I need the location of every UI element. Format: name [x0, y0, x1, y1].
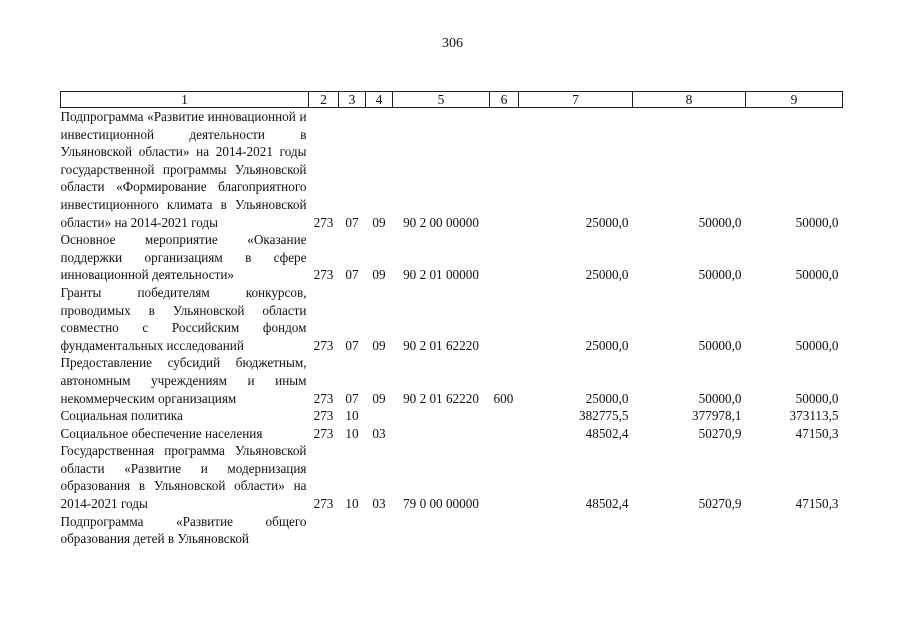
- row-amount-3: 47150,3: [795, 425, 839, 441]
- row-amount-3: 50000,0: [795, 267, 839, 283]
- row-amount-2: 50000,0: [698, 390, 742, 406]
- row-target-code: 90 2 00 00000: [403, 214, 479, 230]
- row-subsection-code: 09: [372, 267, 386, 283]
- row-amount-1: 48502,4: [585, 425, 629, 441]
- row-amount-3: 47150,3: [795, 496, 839, 512]
- row-subsection-code: 09: [372, 337, 386, 353]
- row-target-code: 90 2 01 62220: [403, 337, 479, 353]
- row-subsection-code: [366, 407, 393, 425]
- row-amount-2: [633, 513, 746, 548]
- row-amount-2: 50000,0: [698, 337, 742, 353]
- row-section-code: 10: [345, 408, 359, 424]
- row-expense-type: [490, 513, 519, 548]
- row-section-code: 07: [345, 390, 359, 406]
- row-ministry-code: 273: [313, 267, 334, 283]
- row-ministry-code: 273: [313, 408, 334, 424]
- row-expense-type: [490, 425, 519, 443]
- row-subsection-code: 09: [372, 214, 386, 230]
- table-row: [61, 108, 843, 232]
- row-amount-1: 25000,0: [585, 337, 629, 353]
- row-subsection-code: 09: [372, 390, 386, 406]
- row-amount-2: 50000,0: [698, 214, 742, 230]
- row-section-code: 07: [345, 267, 359, 283]
- column-header-8: 8: [633, 92, 746, 108]
- row-target-code: [393, 407, 490, 425]
- row-ministry-code: [309, 513, 339, 548]
- row-target-code: 90 2 01 00000: [403, 267, 479, 283]
- row-amount-3: [746, 513, 843, 548]
- table-row: [61, 284, 843, 354]
- table-row: [61, 513, 843, 548]
- row-name: Социальное обеспечение населения: [60, 425, 263, 441]
- table-row: [61, 354, 843, 407]
- row-section-code: 10: [345, 425, 359, 441]
- row-ministry-code: 273: [313, 496, 334, 512]
- row-amount-2: 50270,9: [698, 425, 742, 441]
- table-row: [61, 442, 843, 512]
- row-amount-1: 25000,0: [585, 390, 629, 406]
- row-name: Подпрограмма «Развитие инновационной и инвестиционной деятельности в Ульяновской области» на 2014-2021 годы государственной программы Ульяновской области «Формирование благоприятного инвестиционного климата в Ульяновской области» на 2014-2021 годы: [60, 109, 307, 230]
- table-row: [61, 231, 843, 284]
- row-ministry-code: 273: [313, 425, 334, 441]
- column-header-9: 9: [746, 92, 843, 108]
- row-name: Государственная программа Ульяновской области «Развитие и модернизация образования в Ульяновской области» на 2014-2021 годы: [60, 443, 307, 512]
- row-amount-1: 25000,0: [585, 267, 629, 283]
- table-row: [61, 425, 843, 443]
- row-ministry-code: 273: [313, 390, 334, 406]
- row-name: Социальная политика: [60, 408, 183, 424]
- page-number: 306: [442, 36, 463, 51]
- column-header-6: 6: [490, 92, 519, 108]
- row-name: Подпрограмма «Развитие общего образования детей в Ульяновской: [60, 513, 307, 547]
- row-amount-3: 373113,5: [789, 408, 839, 424]
- row-target-code: 79 0 00 00000: [403, 496, 479, 512]
- column-header-4: 4: [366, 92, 393, 108]
- row-name: Гранты победителям конкурсов, проводимых в Ульяновской области совместно с Российским фондом фундаментальных исследований: [60, 284, 307, 353]
- column-header-5: 5: [393, 92, 490, 108]
- row-amount-2: 50270,9: [698, 496, 742, 512]
- row-amount-1: [519, 513, 633, 548]
- row-amount-2: 50000,0: [698, 267, 742, 283]
- row-amount-3: 50000,0: [795, 390, 839, 406]
- column-header-3: 3: [339, 92, 366, 108]
- row-amount-1: 25000,0: [585, 214, 629, 230]
- row-amount-3: 50000,0: [795, 214, 839, 230]
- table-row: [61, 407, 843, 425]
- row-ministry-code: 273: [313, 337, 334, 353]
- row-expense-type: [490, 442, 519, 512]
- column-header-7: 7: [519, 92, 633, 108]
- row-section-code: [339, 513, 366, 548]
- budget-table: [60, 91, 843, 548]
- row-section-code: 07: [345, 337, 359, 353]
- row-section-code: 10: [345, 496, 359, 512]
- row-amount-1: 382775,5: [579, 408, 629, 424]
- row-expense-type: [490, 284, 519, 354]
- row-expense-type: [490, 407, 519, 425]
- row-amount-2: 377978,1: [692, 408, 742, 424]
- row-target-code: [393, 513, 490, 548]
- table-header-row: [61, 92, 843, 108]
- row-section-code: 07: [345, 214, 359, 230]
- row-expense-type: [490, 108, 519, 232]
- row-subsection-code: [366, 513, 393, 548]
- row-subsection-code: 03: [372, 425, 386, 441]
- column-header-2: 2: [309, 92, 339, 108]
- column-header-1: 1: [61, 92, 309, 108]
- row-amount-1: 48502,4: [585, 496, 629, 512]
- row-target-code: [393, 425, 490, 443]
- row-amount-3: 50000,0: [795, 337, 839, 353]
- row-name: Предоставление субсидий бюджетным, автономным учреждениям и иным некоммерческим организациям: [60, 355, 307, 406]
- row-expense-type: [490, 231, 519, 284]
- row-ministry-code: 273: [313, 214, 334, 230]
- row-expense-type: 600: [493, 390, 514, 406]
- row-name: Основное мероприятие «Оказание поддержки организациям в сфере инновационной деятельности»: [60, 232, 307, 283]
- row-target-code: 90 2 01 62220: [403, 390, 479, 406]
- row-subsection-code: 03: [372, 496, 386, 512]
